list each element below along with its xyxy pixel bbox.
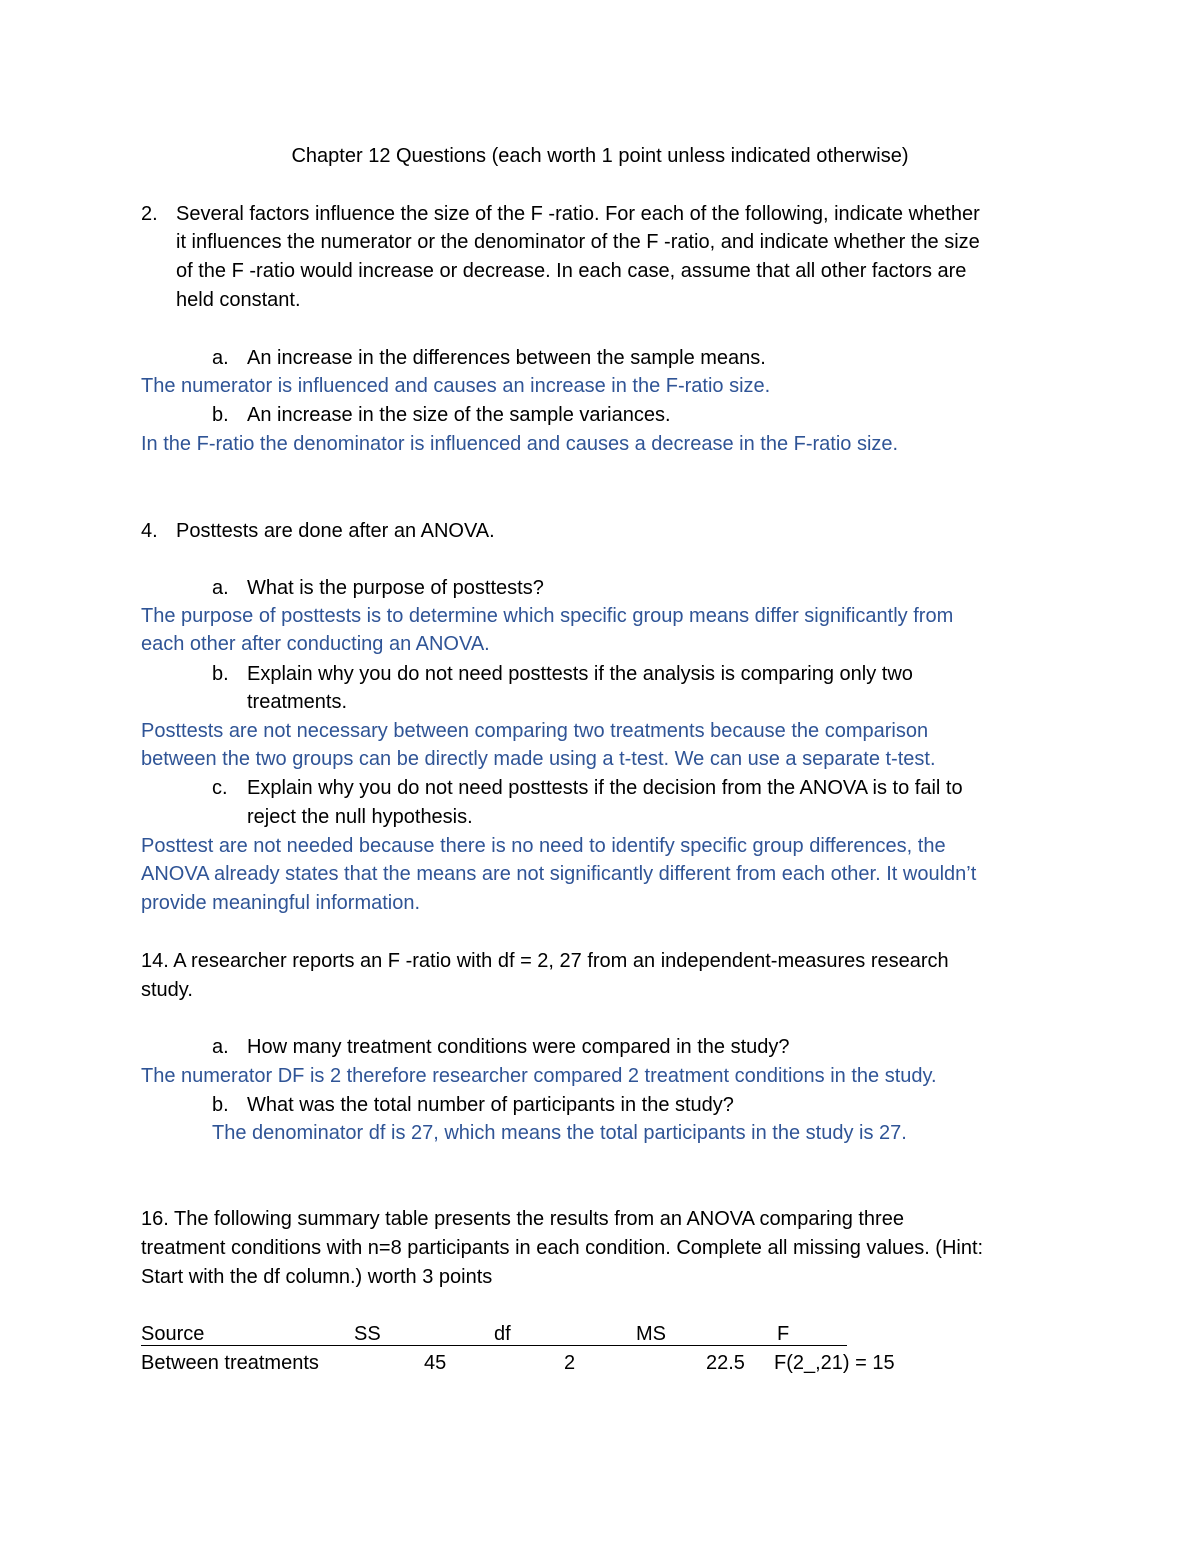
q4c-answer-line-3: provide meaningful information.: [141, 892, 421, 914]
q2b-letter: b.: [212, 404, 229, 426]
q2-text-line-4: held constant.: [176, 289, 301, 311]
q14b-letter: b.: [212, 1094, 229, 1116]
q2b-text: An increase in the size of the sample variances.: [247, 404, 671, 426]
page-title: Chapter 12 Questions (each worth 1 point unless indicated otherwise): [291, 145, 909, 167]
header-ms: MS: [636, 1323, 666, 1345]
row-f: F(2_,21) = 15: [774, 1352, 895, 1374]
q14a-letter: a.: [212, 1036, 229, 1058]
table-row: [141, 1349, 901, 1377]
row-ms: 22.5: [706, 1352, 745, 1374]
q14b-answer: The denominator df is 27, which means the total participants in the study is 27.: [212, 1122, 907, 1144]
header-df: df: [494, 1323, 511, 1345]
q2a-answer: The numerator is influenced and causes an increase in the F-ratio size.: [141, 375, 771, 397]
q4c-text-line-1: Explain why you do not need posttests if the decision from the ANOVA is to fail to: [247, 777, 963, 799]
q2-text-line-1: Several factors influence the size of the F -ratio. For each of the following, indicate whether: [176, 203, 980, 225]
q14a-answer: The numerator DF is 2 therefore researcher compared 2 treatment conditions in the study.: [141, 1065, 937, 1087]
q4-text: Posttests are done after an ANOVA.: [176, 520, 495, 542]
q2-number: 2.: [141, 203, 158, 225]
q4c-answer-line-1: Posttest are not needed because there is no need to identify specific group differences, the: [141, 835, 946, 857]
q4b-answer-line-2: between the two groups can be directly made using a t-test. We can use a separate t-test.: [141, 748, 936, 770]
q4a-text: What is the purpose of posttests?: [247, 577, 544, 599]
q2b-answer: In the F-ratio the denominator is influenced and causes a decrease in the F-ratio size.: [141, 433, 899, 455]
anova-table-header: [141, 1320, 847, 1346]
q16-text-line-1: 16. The following summary table presents the results from an ANOVA comparing three: [141, 1208, 904, 1230]
header-source: Source: [141, 1323, 205, 1345]
q2-text-line-2: it influences the numerator or the denominator of the F -ratio, and indicate whether the size: [176, 231, 980, 253]
header-f: F: [777, 1323, 790, 1345]
q14b-text: What was the total number of participants in the study?: [247, 1094, 734, 1116]
header-ss: SS: [354, 1323, 381, 1345]
q16-text-line-3: Start with the df column.) worth 3 points: [141, 1266, 493, 1288]
q4a-answer-line-1: The purpose of posttests is to determine which specific group means differ significantly from: [141, 605, 954, 627]
q14a-text: How many treatment conditions were compared in the study?: [247, 1036, 790, 1058]
row-source: Between treatments: [141, 1352, 319, 1374]
q4b-answer-line-1: Posttests are not necessary between comparing two treatments because the comparison: [141, 720, 929, 742]
q4-number: 4.: [141, 520, 158, 542]
row-df: 2: [564, 1352, 576, 1374]
q4c-text-line-2: reject the null hypothesis.: [247, 806, 473, 828]
q14-text-line-1: 14. A researcher reports an F -ratio with df = 2, 27 from an independent-measures research: [141, 950, 949, 972]
q2a-letter: a.: [212, 347, 229, 369]
q4c-answer-line-2: ANOVA already states that the means are not significantly different from each other. It wouldn’t: [141, 863, 977, 885]
q4c-letter: c.: [212, 777, 228, 799]
q4b-letter: b.: [212, 663, 229, 685]
q16-text-line-2: treatment conditions with n=8 participants in each condition. Complete all missing values. (Hint:: [141, 1237, 984, 1259]
row-ss: 45: [424, 1352, 447, 1374]
q4a-letter: a.: [212, 577, 229, 599]
q14-text-line-2: study.: [141, 979, 193, 1001]
q4a-answer-line-2: each other after conducting an ANOVA.: [141, 633, 490, 655]
q2-text-line-3: of the F -ratio would increase or decrease. In each case, assume that all other factors are: [176, 260, 967, 282]
q4b-text-line-2: treatments.: [247, 691, 348, 713]
q2a-text: An increase in the differences between the sample means.: [247, 347, 766, 369]
q4b-text-line-1: Explain why you do not need posttests if the analysis is comparing only two: [247, 663, 913, 685]
